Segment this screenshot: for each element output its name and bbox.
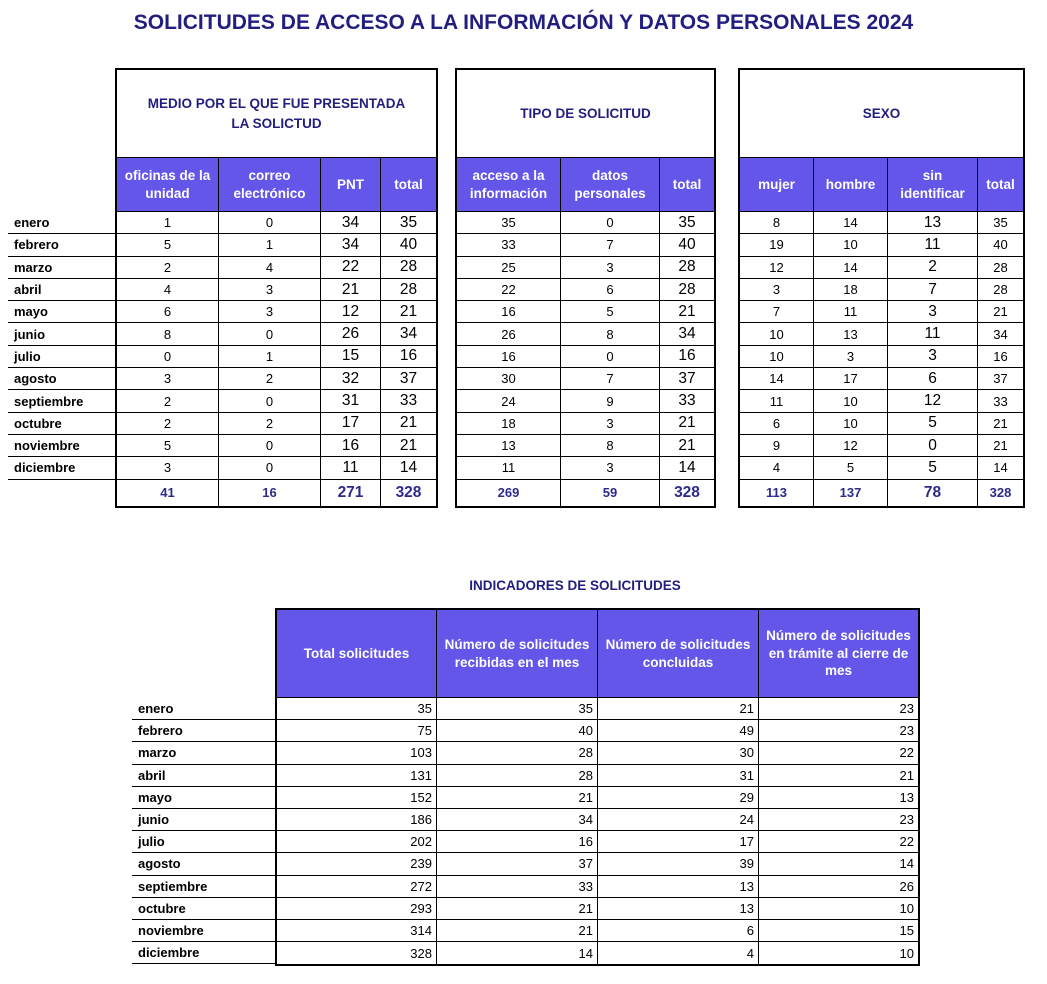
table-cell: 5	[888, 457, 978, 479]
table-cell: 23	[759, 809, 918, 831]
table-cell: 11	[888, 234, 978, 256]
month-label: octubre	[132, 898, 275, 920]
column-header: acceso a la información	[457, 158, 561, 212]
column-header: PNT	[321, 158, 381, 212]
table-medio	[115, 68, 438, 508]
table-cell: 4	[740, 457, 814, 479]
table-cell: 37	[978, 368, 1023, 390]
table-cell: 28	[978, 257, 1023, 279]
table-cell: 10	[740, 346, 814, 368]
table-cell: 16	[437, 831, 598, 853]
month-label: septiembre	[132, 876, 275, 898]
table-cell: 0	[219, 457, 321, 479]
table-cell: 33	[437, 876, 598, 898]
month-label: junio	[132, 809, 275, 831]
table-cell: 12	[321, 301, 381, 323]
month-label: julio	[132, 831, 275, 853]
table-cell: 13	[457, 435, 561, 457]
table-cell: 0	[219, 390, 321, 412]
column-header: sin identificar	[888, 158, 978, 212]
table-cell: 17	[321, 413, 381, 435]
table-cell: 293	[277, 898, 437, 920]
table-cell: 103	[277, 742, 437, 764]
month-label: noviembre	[132, 920, 275, 942]
table-cell: 14	[740, 368, 814, 390]
total-cell: 78	[888, 480, 978, 506]
table-cell: 33	[660, 390, 714, 412]
table-cell: 26	[321, 323, 381, 345]
table-cell: 21	[978, 413, 1023, 435]
table-cell: 28	[437, 765, 598, 787]
table-cell: 14	[814, 257, 888, 279]
table-cell: 0	[117, 346, 219, 368]
table-cell: 22	[321, 257, 381, 279]
table-cell: 35	[437, 698, 598, 720]
table-cell: 3	[740, 279, 814, 301]
table-cell: 35	[660, 212, 714, 234]
total-cell: 41	[117, 480, 219, 506]
table-cell: 21	[381, 413, 436, 435]
table-cell: 152	[277, 787, 437, 809]
table-cell: 23	[759, 698, 918, 720]
table-cell: 39	[598, 853, 759, 875]
table-cell: 34	[321, 234, 381, 256]
table-cell: 22	[759, 742, 918, 764]
table-cell: 16	[457, 346, 561, 368]
table-cell: 6	[117, 301, 219, 323]
table-cell: 33	[381, 390, 436, 412]
table-cell: 31	[321, 390, 381, 412]
table-cell: 6	[740, 413, 814, 435]
table-cell: 14	[660, 457, 714, 479]
month-labels-bottom	[132, 698, 275, 964]
month-label: mayo	[8, 301, 115, 323]
table-cell: 21	[598, 698, 759, 720]
table-cell: 0	[219, 212, 321, 234]
table-cell: 272	[277, 876, 437, 898]
table-indicadores	[275, 608, 920, 966]
table-cell: 26	[457, 323, 561, 345]
indicadores-title: INDICADORES DE SOLICITUDES	[469, 578, 681, 593]
table-cell: 40	[437, 720, 598, 742]
table-cell: 13	[598, 876, 759, 898]
table-cell: 18	[457, 413, 561, 435]
table-cell: 10	[814, 390, 888, 412]
table-cell: 14	[381, 457, 436, 479]
table-cell: 5	[117, 234, 219, 256]
month-label: junio	[8, 323, 115, 345]
month-label: febrero	[132, 720, 275, 742]
table-cell: 202	[277, 831, 437, 853]
month-label: enero	[8, 212, 115, 234]
column-header: datos personales	[561, 158, 660, 212]
total-cell: 271	[321, 480, 381, 506]
table-cell: 32	[321, 368, 381, 390]
table-cell: 3	[814, 346, 888, 368]
column-header: hombre	[814, 158, 888, 212]
table-cell: 13	[814, 323, 888, 345]
table-cell: 7	[740, 301, 814, 323]
table-cell: 1	[117, 212, 219, 234]
table-tipo	[455, 68, 716, 508]
column-header: correo electrónico	[219, 158, 321, 212]
table-cell: 34	[437, 809, 598, 831]
table-cell: 6	[561, 279, 660, 301]
table-cell: 34	[660, 323, 714, 345]
table-cell: 30	[457, 368, 561, 390]
table-cell: 33	[978, 390, 1023, 412]
month-label: agosto	[132, 853, 275, 875]
column-header: Total solicitudes	[277, 610, 437, 698]
table-cell: 21	[660, 301, 714, 323]
table-cell: 35	[457, 212, 561, 234]
table-cell: 3	[219, 301, 321, 323]
table-cell: 7	[888, 279, 978, 301]
table-cell: 25	[457, 257, 561, 279]
month-labels-top	[8, 212, 115, 480]
table-cell: 37	[381, 368, 436, 390]
table-cell: 21	[437, 787, 598, 809]
table-cell: 28	[660, 279, 714, 301]
table-cell: 15	[759, 920, 918, 942]
month-label: diciembre	[8, 457, 115, 479]
table-cell: 3	[888, 301, 978, 323]
table-cell: 21	[321, 279, 381, 301]
table-cell: 13	[888, 212, 978, 234]
table-cell: 10	[899, 945, 914, 961]
table-cell: 11	[740, 390, 814, 412]
month-label: febrero	[8, 234, 115, 256]
table-cell: 17	[814, 368, 888, 390]
table-sexo	[738, 68, 1025, 508]
table-cell: 5	[117, 435, 219, 457]
table-cell: 0	[219, 323, 321, 345]
month-label: septiembre	[8, 390, 115, 412]
column-header: total	[660, 158, 714, 212]
table-cell: 2	[117, 413, 219, 435]
table-cell: 8	[117, 323, 219, 345]
table-cell: 3	[219, 279, 321, 301]
month-label: abril	[132, 765, 275, 787]
table-cell: 28	[660, 257, 714, 279]
table-cell: 34	[381, 323, 436, 345]
table-cell: 19	[740, 234, 814, 256]
table-cell: 16	[457, 301, 561, 323]
table-cell: 24	[598, 809, 759, 831]
table-cell: 49	[598, 720, 759, 742]
table-title: TIPO DE SOLICITUD	[457, 70, 714, 158]
table-cell: 40	[978, 234, 1023, 256]
table-cell: 40	[381, 234, 436, 256]
table-cell: 11	[321, 457, 381, 479]
table-cell: 35	[978, 212, 1023, 234]
table-cell: 0	[219, 435, 321, 457]
table-cell: 3	[888, 346, 978, 368]
table-cell: 2	[219, 413, 321, 435]
table-cell: 1	[219, 234, 321, 256]
table-cell: 8	[561, 323, 660, 345]
table-cell: 4	[117, 279, 219, 301]
table-cell: 131	[277, 765, 437, 787]
table-cell: 3	[561, 257, 660, 279]
table-cell: 3	[117, 457, 219, 479]
total-cell: 328	[989, 485, 1012, 501]
column-header: Número de solicitudes recibidas en el mes	[437, 610, 598, 698]
table-title: SEXO	[740, 70, 1023, 158]
page-title: SOLICITUDES DE ACCESO A LA INFORMACIÓN Y DATOS PERSONALES 2024	[133, 11, 914, 34]
table-cell: 21	[978, 435, 1023, 457]
table-cell: 2	[117, 390, 219, 412]
table-cell: 12	[740, 257, 814, 279]
table-cell: 5	[888, 413, 978, 435]
table-cell: 21	[978, 301, 1023, 323]
table-cell: 37	[437, 853, 598, 875]
table-cell: 75	[277, 720, 437, 742]
table-cell: 314	[277, 920, 437, 942]
table-cell: 0	[888, 435, 978, 457]
table-cell: 10	[814, 413, 888, 435]
total-cell: 59	[561, 480, 660, 506]
month-label: enero	[132, 698, 275, 720]
table-cell: 11	[814, 301, 888, 323]
table-cell: 28	[437, 742, 598, 764]
table-cell: 3	[561, 457, 660, 479]
table-cell: 239	[277, 853, 437, 875]
month-label: diciembre	[132, 942, 275, 964]
table-cell: 7	[561, 368, 660, 390]
table-cell: 2	[117, 257, 219, 279]
table-cell: 14	[437, 942, 598, 964]
table-cell: 10	[814, 234, 888, 256]
table-cell: 12	[814, 435, 888, 457]
column-header: Número de solicitudes en trámite al cierre de mes	[759, 610, 918, 698]
table-cell: 23	[759, 720, 918, 742]
table-cell: 14	[814, 212, 888, 234]
table-cell: 29	[598, 787, 759, 809]
total-cell: 16	[219, 480, 321, 506]
table-cell: 10	[740, 323, 814, 345]
table-cell: 6	[598, 920, 759, 942]
total-cell: 269	[457, 480, 561, 506]
table-cell: 13	[598, 898, 759, 920]
table-cell: 21	[381, 301, 436, 323]
table-cell: 328	[277, 942, 437, 964]
table-cell: 14	[759, 853, 918, 875]
table-cell: 13	[759, 787, 918, 809]
table-cell: 21	[660, 435, 714, 457]
month-label: mayo	[132, 787, 275, 809]
table-cell: 28	[381, 279, 436, 301]
table-cell: 24	[457, 390, 561, 412]
table-cell: 33	[457, 234, 561, 256]
total-cell: 137	[814, 480, 888, 506]
table-cell: 22	[759, 831, 918, 853]
table-cell: 35	[277, 698, 437, 720]
table-cell: 30	[598, 742, 759, 764]
table-cell: 2	[219, 368, 321, 390]
column-header: mujer	[740, 158, 814, 212]
table-cell: 21	[759, 765, 918, 787]
table-cell: 26	[759, 876, 918, 898]
table-cell: 3	[561, 413, 660, 435]
table-cell: 34	[978, 323, 1023, 345]
table-cell: 7	[561, 234, 660, 256]
table-cell: 0	[561, 346, 660, 368]
table-cell: 0	[561, 212, 660, 234]
total-cell: 328	[395, 483, 422, 501]
table-cell: 17	[598, 831, 759, 853]
month-label: agosto	[8, 368, 115, 390]
month-label: marzo	[8, 257, 115, 279]
table-cell: 21	[660, 413, 714, 435]
table-cell: 4	[219, 257, 321, 279]
table-cell: 28	[978, 279, 1023, 301]
table-cell: 21	[381, 435, 436, 457]
table-cell: 22	[457, 279, 561, 301]
month-label: marzo	[132, 742, 275, 764]
table-cell: 11	[457, 457, 561, 479]
table-cell: 16	[660, 346, 714, 368]
table-cell: 34	[321, 212, 381, 234]
table-cell: 16	[381, 346, 436, 368]
table-cell: 16	[321, 435, 381, 457]
table-cell: 15	[321, 346, 381, 368]
table-cell: 2	[888, 257, 978, 279]
month-label: abril	[8, 279, 115, 301]
table-cell: 3	[117, 368, 219, 390]
table-cell: 8	[561, 435, 660, 457]
month-label: julio	[8, 346, 115, 368]
month-label: octubre	[8, 413, 115, 435]
table-cell: 10	[759, 898, 918, 920]
table-cell: 4	[598, 942, 759, 964]
table-cell: 1	[219, 346, 321, 368]
column-header: total	[381, 158, 436, 212]
table-cell: 12	[888, 390, 978, 412]
table-cell: 40	[660, 234, 714, 256]
table-cell: 21	[437, 898, 598, 920]
table-cell: 18	[814, 279, 888, 301]
table-cell: 9	[740, 435, 814, 457]
table-cell: 35	[381, 212, 436, 234]
table-cell: 37	[660, 368, 714, 390]
column-header: oficinas de la unidad	[117, 158, 219, 212]
table-cell: 21	[437, 920, 598, 942]
column-header: Número de solicitudes concluidas	[598, 610, 759, 698]
total-cell: 328	[674, 483, 700, 501]
table-cell: 31	[598, 765, 759, 787]
table-cell: 5	[561, 301, 660, 323]
table-cell: 14	[978, 457, 1023, 479]
table-cell: 6	[888, 368, 978, 390]
table-cell: 11	[888, 323, 978, 345]
table-cell: 186	[277, 809, 437, 831]
column-header: total	[978, 158, 1023, 212]
total-cell: 113	[740, 480, 814, 506]
table-cell: 9	[561, 390, 660, 412]
table-title: MEDIO POR EL QUE FUE PRESENTADA LA SOLICTUD	[117, 70, 436, 158]
table-cell: 8	[740, 212, 814, 234]
table-cell: 28	[381, 257, 436, 279]
table-cell: 5	[814, 457, 888, 479]
table-cell: 16	[978, 346, 1023, 368]
month-label: noviembre	[8, 435, 115, 457]
